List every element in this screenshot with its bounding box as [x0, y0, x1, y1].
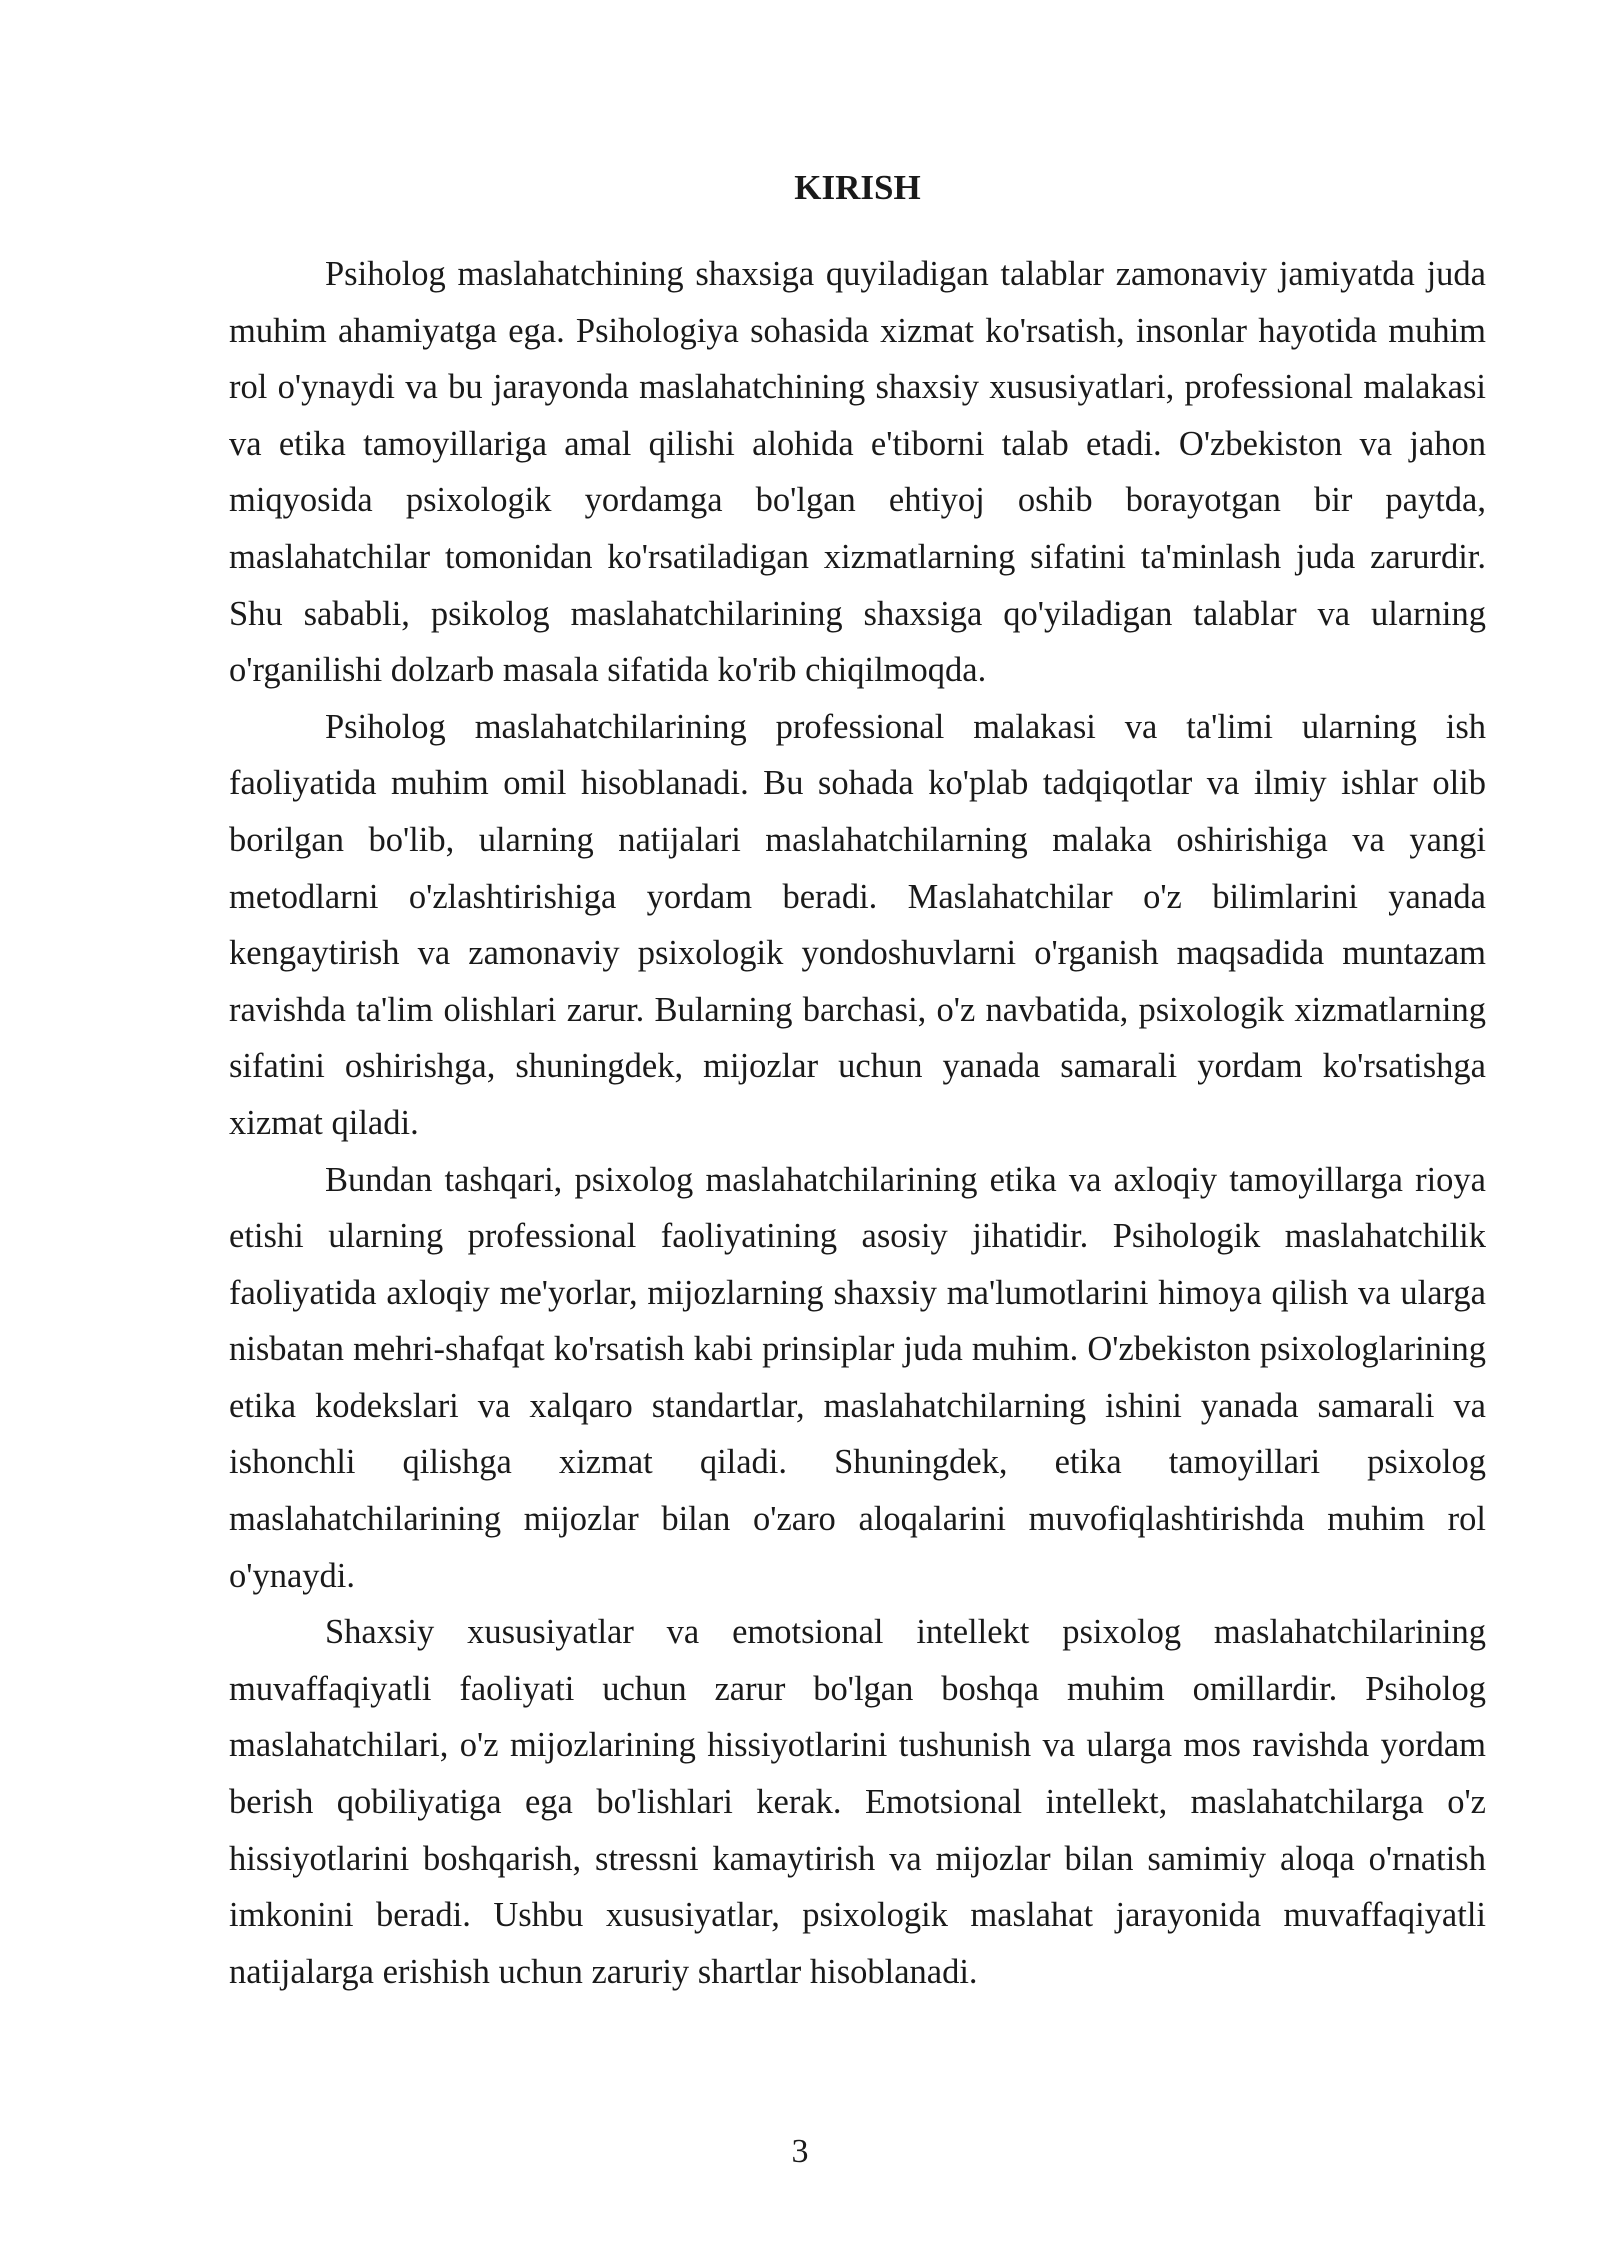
paragraph-2: Psiholog maslahatchilarining professional malakasi va ta'limi ularning ish faoliyatida muhim omil hisoblanadi. Bu sohada ko'plab tadqiqotlar va ilmiy ishlar olib borilgan bo'lib, ularning natijalari maslahatchilarning malaka oshirishiga va yangi metodlarni o'zlashtirishiga yordam beradi. Maslahatchilar o'z bilimlarini yanada kengaytirish va zamonaviy psixologik yondoshuvlarni o'rganish maqsadida muntazam ravishda ta'lim olishlari zarur. Bularning barchasi, o'z navbatida, psixologik xizmatlarning sifatini oshirishga, shuningdek, mijozlar uchun yanada samarali yordam ko'rsatishga xizmat qiladi.: [229, 707, 1486, 1142]
page-number: 3: [791, 2133, 809, 2170]
paragraph-4: Shaxsiy xususiyatlar va emotsional intellekt psixolog maslahatchilarining muvaffaqiyatli faoliyati uchun zarur bo'lgan boshqa muhim omillardir. Psiholog maslahatchilari, o'z mijozlarining hissiyotlarini tushunish va ularga mos ravishda yordam berish qobiliyatiga ega bo'lishlari kerak. Emotsional intellekt, maslahatchilarga o'z hissiyotlarini boshqarish, stressni kamaytirish va mijozlar bilan samimiy aloqa o'rnatish imkonini beradi. Ushbu xususiyatlar, psixologik maslahat jarayonida muvaffaqiyatli natijalarga erishish uchun zaruriy shartlar hisoblanadi.: [229, 1613, 1486, 1991]
page-title: KIRISH: [794, 168, 921, 207]
paragraph-1: Psiholog maslahatchining shaxsiga quyiladigan talablar zamonaviy jamiyatda juda muhim ahamiyatga ega. Psihologiya sohasida xizmat ko'rsatish, insonlar hayotida muhim rol o'ynaydi va bu jarayonda maslahatchining shaxsiy xususiyatlari, professional malakasi va etika tamoyillariga amal qilishi alohida e'tiborni talab etadi. O'zbekiston va jahon miqyosida psixologik yordamga bo'lgan ehtiyoj oshib borayotgan bir paytda, maslahatchilar tomonidan ko'rsatiladigan xizmatlarning sifatini ta'minlash juda zarurdir. Shu sababli, psikolog maslahatchilarining shaxsiga qo'yiladigan talablar va ularning o'rganilishi dolzarb masala sifatida ko'rib chiqilmoqda.: [229, 255, 1486, 690]
document-body: [229, 246, 1486, 2000]
paragraph-3: Bundan tashqari, psixolog maslahatchilarining etika va axloqiy tamoyillarga rioya etishi ularning professional faoliyatining asosiy jihatidir. Psihologik maslahatchilik faoliyatida axloqiy me'yorlar, mijozlarning shaxsiy ma'lumotlarini himoya qilish va ularga nisbatan mehri-shafqat ko'rsatish kabi prinsiplar juda muhim. O'zbekiston psixologlarining etika kodekslari va xalqaro standartlar, maslahatchilarning ishini yanada samarali va ishonchli qilishga xizmat qiladi. Shuningdek, etika tamoyillari psixolog maslahatchilarining mijozlar bilan o'zaro aloqalarini muvofiqlashtirishda muhim rol o'ynaydi.: [229, 1160, 1486, 1595]
